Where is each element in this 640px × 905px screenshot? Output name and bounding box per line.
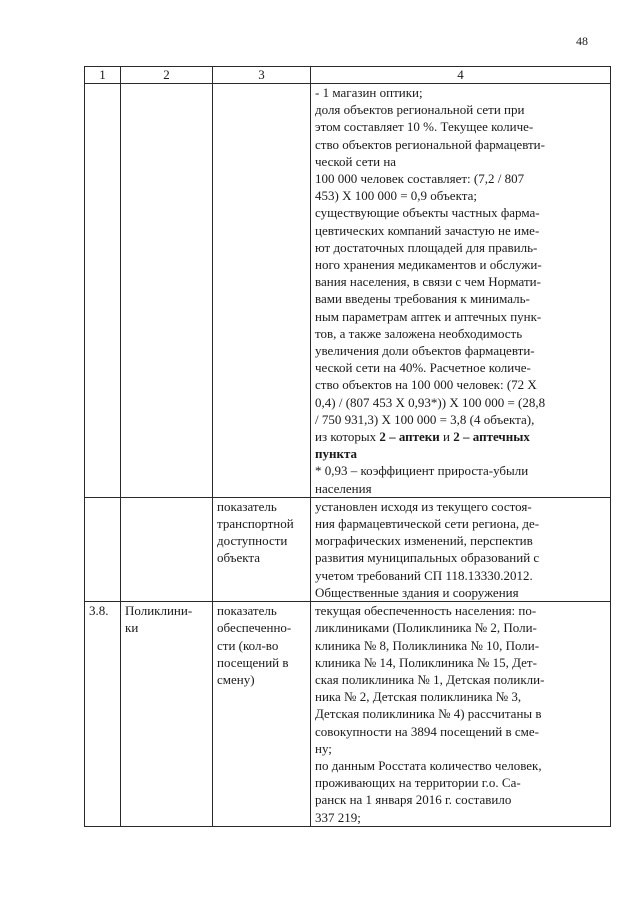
text-line: показатель [217,603,277,619]
cell-object [121,497,213,601]
cell-object [121,84,213,498]
text-line: объекта [217,550,261,566]
text-line: Поликлини- [125,603,193,619]
cell-justification [311,602,611,827]
justification-tail-lines [315,462,606,496]
text-line: вания населения, в связи с чем Нормати- [315,274,541,290]
text-line: * 0,93 – коэффициент прироста-убыли [315,463,529,479]
header-col-3: 3 [213,67,311,84]
text-line: проживающих на территории г.о. Са- [315,775,521,791]
cell-justification [311,84,611,498]
page-number: 48 [576,34,588,48]
text-line: 337 219; [315,809,361,825]
text-line: населения [315,480,372,496]
text-line: ство объектов региональной фармацевти- [315,136,545,152]
table-row [85,84,611,498]
text-line: учетом требований СП 118.13330.2012. [315,567,533,583]
text-line: сти (кол-во [217,637,279,653]
text-fragment: и [439,429,454,445]
cell-number [85,84,121,498]
header-col-2: 2 [121,67,213,84]
text-line: ника № 2, Детская поликлиника № 3, [315,689,522,705]
justification-mixed-line [315,428,606,445]
text-line: доступности [217,533,288,549]
text-line: ство объектов на 100 000 человек: (72 Х [315,377,537,393]
bold-fragment: 2 – аптеки [379,429,440,445]
text-line: совокупности на 3894 посещений в сме- [315,723,539,739]
text-line: по данным Росстата количество человек, [315,757,542,773]
text-line: Общественные здания и сооружения [315,584,519,600]
text-line: ным параметрам аптек и аптечных пунк- [315,308,542,324]
text-line: ликлиниками (Поликлиника № 2, Поли- [315,620,537,636]
text-line: обеспеченно- [217,620,292,636]
text-line: ская поликлиника № 1, Детская поликли- [315,671,545,687]
text-line: доля объектов региональной сети при [315,102,525,118]
text-line: - 1 магазин оптики; [315,85,423,100]
header-col-1: 1 [85,67,121,84]
text-line: посещений в [217,654,289,670]
text-line: клиника № 8, Поликлиника № 10, Поли- [315,637,540,653]
text-line: 0,4) / (807 453 Х 0,93*)) Х 100 000 = (28,8 [315,394,546,410]
bold-fragment: 2 – аптечных [453,429,530,445]
text-line: 100 000 человек составляет: (7,2 / 807 [315,171,525,187]
text-fragment: из которых [315,429,380,445]
cell-number: 3.8. [85,602,121,827]
table-header-row [85,67,611,84]
text-line: Детская поликлиника № 4) рассчитаны в [315,706,542,722]
table-row [85,497,611,601]
text-line: / 750 931,3) Х 100 000 = 3,8 (4 объекта), [315,411,535,427]
text-line: смену) [217,671,255,687]
table-row [85,602,611,827]
text-line: ческой сети на 40%. Расчетное количе- [315,360,531,376]
text-line: увеличения доли объектов фармацевти- [315,343,535,359]
text-line: текущая обеспеченность населения: по- [315,603,537,619]
text-line: существующие объекты частных фарма- [315,205,540,221]
justification-bold-line: пункта [315,446,358,462]
text-line: развития муниципальных образований с [315,550,540,566]
text-line: показатель [217,498,277,514]
cell-indicator [213,497,311,601]
cell-number [85,497,121,601]
text-line: ческой сети на [315,153,397,169]
text-line: вами введены требования к минималь- [315,291,530,307]
cell-justification [311,497,611,601]
text-line: ного хранения медикаментов и обслужи- [315,257,542,273]
text-line: этом составляет 10 %. Текущее количе- [315,119,534,135]
text-line: 453) Х 100 000 = 0,9 объекта; [315,188,477,204]
text-line: ния фармацевтической сети региона, де- [315,516,540,532]
text-line: транспортной [217,516,294,532]
text-line: ранск на 1 января 2016 г. составило [315,792,512,808]
text-line: мографических изменений, перспектив [315,533,533,549]
text-line: тов, а также заложена необходимость [315,325,523,341]
text-line: ют достаточных площадей для правиль- [315,239,538,255]
text-line: установлен исходя из текущего состоя- [315,498,532,514]
cell-indicator [213,84,311,498]
header-col-4: 4 [311,67,611,84]
text-line: ки [125,620,139,636]
justification-lines [315,84,606,428]
text-line: цевтических компаний зачастую не име- [315,222,540,238]
text-line: ну; [315,740,332,756]
document-table [84,66,611,827]
text-line: клиника № 14, Поликлиника № 15, Дет- [315,654,537,670]
cell-object [121,602,213,827]
cell-indicator [213,602,311,827]
